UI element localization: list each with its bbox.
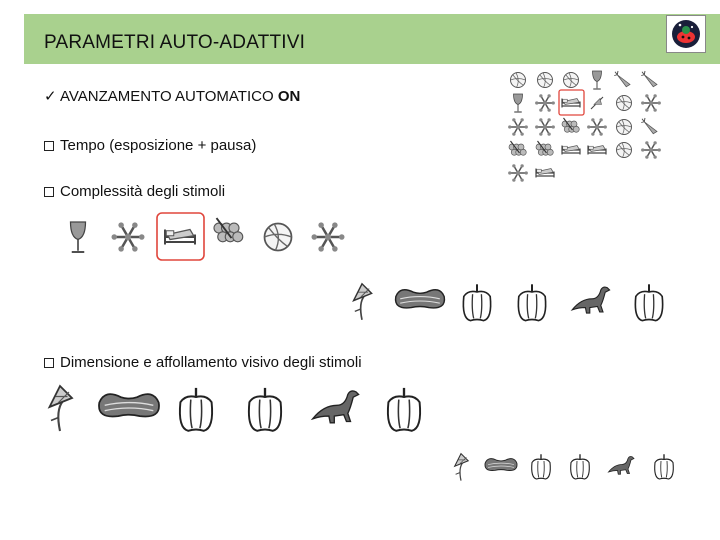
checkmark-icon: ✓ (44, 88, 57, 105)
snowflake-icon (508, 164, 528, 182)
dinosaur-icon (313, 391, 359, 423)
pepper-icon (388, 388, 420, 431)
peanut-icon (99, 394, 159, 416)
peanut-icon (485, 459, 517, 471)
snowflake-icon (312, 222, 345, 251)
bed-icon (562, 146, 580, 155)
wine-glass-icon (71, 222, 86, 252)
pepper-icon (518, 284, 545, 320)
pepper-icon (180, 388, 212, 431)
wine-glass-icon (593, 71, 602, 89)
flower-icon (455, 454, 469, 481)
pepper-icon (635, 284, 662, 320)
volleyball-icon (617, 120, 632, 135)
grapes-icon (562, 118, 579, 132)
pepper-icon (655, 454, 674, 479)
feather-icon (591, 97, 603, 109)
complexity-stimuli-row (71, 213, 345, 260)
bed-icon (165, 230, 195, 245)
snowflake-icon (112, 222, 145, 251)
pepper-icon (571, 454, 590, 479)
peanut-icon (396, 290, 445, 308)
carrot-icon (614, 71, 630, 87)
volleyball-icon (617, 96, 632, 111)
volleyball-icon (265, 224, 292, 251)
dinosaur-icon (572, 287, 609, 313)
snowflake-icon (508, 118, 528, 136)
volleyball-icon (564, 73, 579, 88)
auto-advance-label: AVANZAMENTO AUTOMATICO (60, 88, 274, 105)
bed-icon (562, 99, 580, 108)
grapes-icon (509, 141, 526, 155)
carrot-icon (641, 118, 657, 134)
bed-icon (536, 169, 554, 178)
pepper-icon (532, 454, 551, 479)
snowflake-icon (641, 94, 661, 112)
size-stimuli-row-small (455, 454, 674, 481)
bed-icon (588, 146, 606, 155)
bullet-size-text: Dimensione e affollamento visivo degli stimoli (60, 354, 362, 371)
pepper-icon (463, 284, 490, 320)
slide-title: PARAMETRI AUTO-ADATTIVI (44, 32, 306, 53)
auto-advance-state: ON (277, 88, 301, 105)
size-stimuli-row-large (50, 386, 421, 431)
snowflake-icon (535, 94, 555, 112)
bullet-complexity-text: Complessità degli stimoli (60, 183, 226, 200)
bullet-time-text: Tempo (esposizione + pausa) (60, 137, 257, 154)
volleyball-icon (617, 143, 632, 158)
flower-icon (354, 284, 372, 320)
snowflake-icon (535, 118, 555, 136)
snowflake-icon (641, 141, 661, 159)
snowflake-icon (587, 118, 607, 136)
dinosaur-icon (609, 457, 635, 475)
volleyball-icon (511, 73, 526, 88)
wine-glass-icon (514, 94, 523, 112)
stimulus-grid (508, 71, 661, 182)
grapes-icon (214, 218, 243, 242)
grapes-icon (536, 141, 553, 155)
pepper-icon (249, 388, 281, 431)
volleyball-icon (538, 73, 553, 88)
carrot-icon (641, 71, 657, 87)
size-stimuli-row-medium (354, 284, 663, 321)
flower-icon (50, 386, 73, 431)
